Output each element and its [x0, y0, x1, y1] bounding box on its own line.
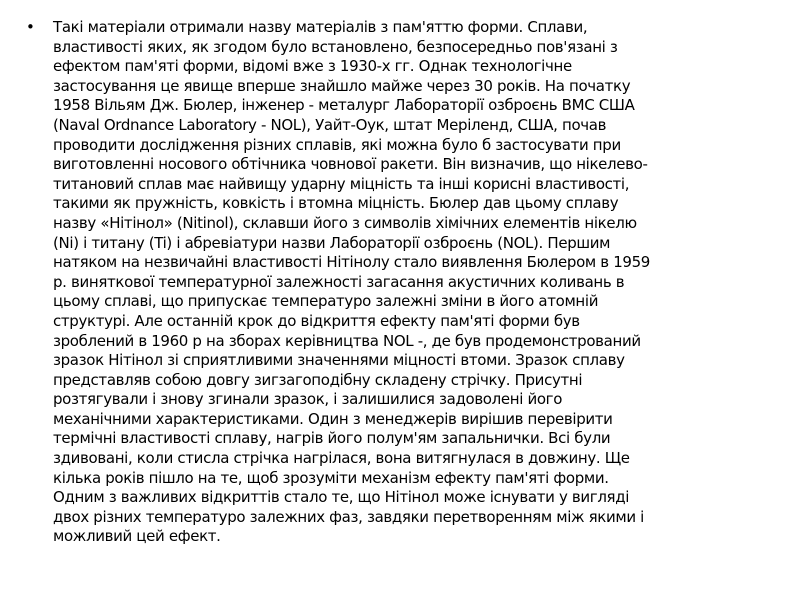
text-line: такими як пружність, ковкість і втомна міцність. Бюлер дав цьому сплаву [53, 194, 619, 213]
text-line: (Naval Ordnance Laboratory - NOL), Уайт-Оук, штат Меріленд, США, почав [53, 115, 607, 134]
text-line: Такі матеріали отримали назву матеріалів з пам'яттю форми. Сплави, [53, 18, 588, 36]
bullet-icon: • [26, 18, 35, 36]
text-line: цьому сплаві, що припускає температуро залежні зміни в його атомній [53, 292, 599, 311]
text-line: розтягували і знову згинали зразок, і залишилися задоволені його [53, 390, 563, 409]
text-line: ефектом пам'яті форми, відомі вже з 1930-х гг. Однак технологічне [53, 57, 572, 76]
text-line: зроблений в 1960 р на зборах керівництва NOL -, де був продемонстрований [53, 331, 641, 350]
text-line: Одним з важливих відкриттів стало те, що Нітінол може існувати у вигляді [53, 488, 630, 507]
text-line: здивовані, коли стисла стрічка нагрілася, вона витягнулася в довжину. Ще [53, 449, 630, 468]
text-line: представляв собою довгу зигзагоподібну складену стрічку. Присутні [53, 370, 583, 389]
text-line: механічними характеристиками. Один з менеджерів вирішив перевірити [53, 409, 613, 428]
text-line: структурі. Але останній крок до відкриття ефекту пам'яті форми був [53, 311, 580, 330]
text-line: кілька років пішло на те, щоб зрозуміти механізм ефекту пам'яті форми. [53, 468, 609, 487]
bullet-paragraph [26, 18, 776, 547]
text-line: назву «Нітінол» (Nitinol), склавши його з символів хімічних елементів нікелю [53, 213, 637, 232]
text-line: виготовленні носового обтічника човнової ракети. Він визначив, що нікелево- [53, 155, 648, 174]
text-line: застосування це явище вперше знайшло майже через 30 років. На початку [53, 76, 631, 95]
text-line: проводити дослідження різних сплавів, які можна було б застосувати при [53, 135, 621, 154]
text-line: р. виняткової температурної залежності загасання акустичних коливань в [53, 272, 625, 291]
text-line: титановий сплав має найвищу ударну міцність та інші корисні властивості, [53, 174, 630, 193]
text-line: властивості яких, як згодом було встановлено, безпосередньо пов'язані з [53, 37, 618, 56]
text-line: натяком на незвичайні властивості Нітінолу стало виявлення Бюлером в 1959 [53, 253, 650, 272]
text-line: 1958 Вільям Дж. Бюлер, інженер - металург Лабораторії озброєнь ВМС США [53, 96, 635, 115]
text-line: можливий цей ефект. [53, 527, 221, 546]
text-line: зразок Нітінол зі сприятливими значеннями міцності втоми. Зразок сплаву [53, 351, 625, 370]
text-line: (Ni) і титану (Ti) і абревіатури назви Лабораторії озброєнь (NOL). Першим [53, 233, 611, 252]
body-text [53, 18, 776, 547]
text-line: двох різних температуро залежних фаз, завдяки перетворенням між якими і [53, 507, 644, 526]
text-line: термічні властивості сплаву, нагрів його полум'ям запальнички. Всі були [53, 429, 611, 448]
